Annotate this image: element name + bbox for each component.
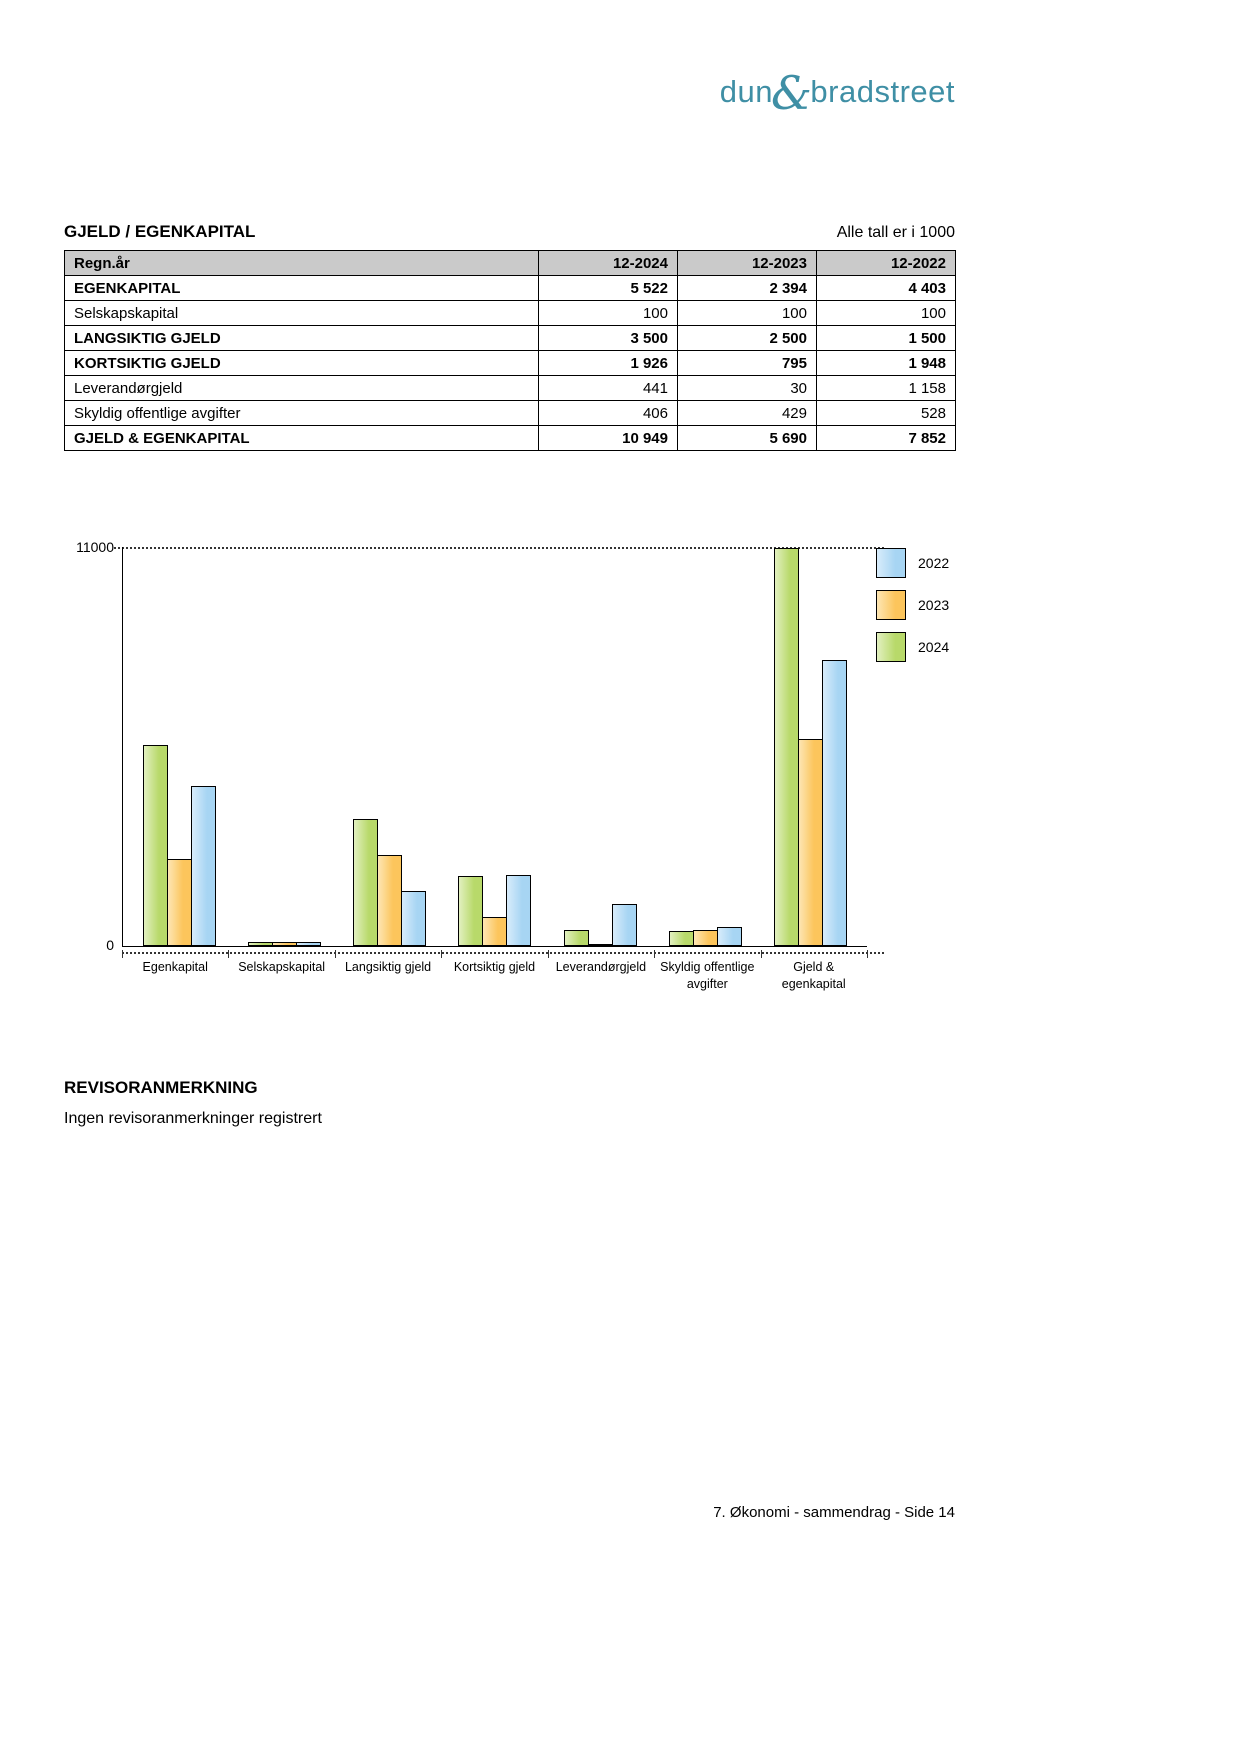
bar-group bbox=[442, 547, 547, 946]
table-row bbox=[65, 376, 956, 401]
table-body bbox=[65, 276, 956, 451]
row-value: 1 948 bbox=[817, 351, 956, 376]
table-row bbox=[65, 276, 956, 301]
column-header: 12-2022 bbox=[817, 251, 956, 276]
table-row bbox=[65, 426, 956, 451]
legend-item bbox=[876, 590, 949, 620]
bar-2022 bbox=[191, 786, 216, 946]
chart-baseline-ticks bbox=[122, 952, 884, 954]
legend-swatch bbox=[876, 590, 906, 620]
logo-dun: dun bbox=[719, 74, 773, 109]
logo-ampersand-icon: & bbox=[770, 66, 813, 120]
bar-2023 bbox=[167, 859, 192, 946]
x-axis-label: Skyldig offentlige avgifter bbox=[660, 960, 755, 991]
bar-2024 bbox=[458, 876, 483, 946]
logo-bradstreet: bradstreet bbox=[810, 74, 955, 109]
axis-tick bbox=[761, 950, 762, 958]
column-header: Regn.år bbox=[65, 251, 539, 276]
row-value: 100 bbox=[817, 301, 956, 326]
x-axis-label: Egenkapital bbox=[142, 960, 208, 974]
legend-label: 2024 bbox=[918, 639, 950, 655]
row-label: KORTSIKTIG GJELD bbox=[65, 351, 539, 376]
bar-2024 bbox=[669, 931, 694, 946]
row-value: 1 500 bbox=[817, 326, 956, 351]
axis-tick bbox=[654, 950, 655, 958]
page-title: GJELD / EGENKAPITAL bbox=[64, 222, 256, 241]
bar-2022 bbox=[401, 891, 426, 946]
row-value: 406 bbox=[539, 401, 678, 426]
row-label: Leverandørgjeld bbox=[65, 376, 539, 401]
table-row bbox=[65, 351, 956, 376]
row-label: LANGSIKTIG GJELD bbox=[65, 326, 539, 351]
row-value: 5 690 bbox=[678, 426, 817, 451]
x-axis-label: Kortsiktig gjeld bbox=[453, 960, 536, 974]
financial-table bbox=[64, 250, 956, 451]
axis-tick bbox=[548, 950, 549, 958]
auditor-note-title: REVISORANMERKNING bbox=[64, 1078, 258, 1097]
chart-groups bbox=[123, 547, 867, 946]
y-axis-tick-max: 11000 bbox=[76, 539, 114, 555]
bar-2024 bbox=[353, 819, 378, 946]
bar-2024 bbox=[248, 942, 273, 946]
y-axis-tick-zero: 0 bbox=[106, 937, 114, 953]
bar-2023 bbox=[482, 917, 507, 946]
bar-2022 bbox=[506, 875, 531, 946]
bar-2022 bbox=[612, 904, 637, 946]
row-value: 5 522 bbox=[539, 276, 678, 301]
row-label: Skyldig offentlige avgifter bbox=[65, 401, 539, 426]
bar-group bbox=[758, 547, 863, 946]
row-value: 2 394 bbox=[678, 276, 817, 301]
bar-group bbox=[127, 547, 232, 946]
row-value: 441 bbox=[539, 376, 678, 401]
legend-item bbox=[876, 632, 949, 662]
row-value: 7 852 bbox=[817, 426, 956, 451]
bar-2023 bbox=[798, 739, 823, 946]
row-value: 10 949 bbox=[539, 426, 678, 451]
logo bbox=[0, 66, 955, 120]
row-value: 1 926 bbox=[539, 351, 678, 376]
row-value: 795 bbox=[678, 351, 817, 376]
chart-plot-area bbox=[122, 547, 867, 947]
legend-swatch bbox=[876, 632, 906, 662]
legend-label: 2023 bbox=[918, 597, 950, 613]
row-label: EGENKAPITAL bbox=[65, 276, 539, 301]
bar-2022 bbox=[296, 942, 321, 946]
table-row bbox=[65, 326, 956, 351]
axis-tick bbox=[441, 950, 442, 958]
row-value: 3 500 bbox=[539, 326, 678, 351]
bar-group bbox=[337, 547, 442, 946]
axis-tick bbox=[228, 950, 229, 958]
table-row bbox=[65, 301, 956, 326]
column-header: 12-2024 bbox=[539, 251, 678, 276]
row-label: Selskapskapital bbox=[65, 301, 539, 326]
bar-group bbox=[548, 547, 653, 946]
column-header: 12-2023 bbox=[678, 251, 817, 276]
x-axis-label: Selskapskapital bbox=[238, 960, 326, 974]
bar-2023 bbox=[693, 930, 718, 946]
axis-tick bbox=[122, 950, 123, 958]
bar-2023 bbox=[588, 944, 613, 946]
x-axis-label: Gjeld & egenkapital bbox=[781, 960, 846, 991]
x-axis-label: Leverandørgjeld bbox=[555, 960, 647, 974]
row-value: 1 158 bbox=[817, 376, 956, 401]
bar-2022 bbox=[717, 927, 742, 946]
auditor-note-text: Ingen revisoranmerkninger registrert bbox=[64, 1110, 322, 1127]
axis-tick bbox=[867, 950, 868, 958]
bar-2024 bbox=[143, 745, 168, 946]
bar-group bbox=[653, 547, 758, 946]
bar-2023 bbox=[272, 942, 297, 946]
legend-item bbox=[876, 548, 949, 578]
bar-group bbox=[232, 547, 337, 946]
chart-x-labels bbox=[122, 959, 867, 993]
bar-2022 bbox=[822, 660, 847, 946]
section-header bbox=[64, 222, 955, 242]
row-value: 100 bbox=[539, 301, 678, 326]
axis-tick bbox=[335, 950, 336, 958]
chart-legend bbox=[876, 548, 949, 674]
row-value: 4 403 bbox=[817, 276, 956, 301]
x-axis-label: Langsiktig gjeld bbox=[344, 960, 432, 974]
bar-2023 bbox=[377, 855, 402, 946]
bar-chart bbox=[64, 538, 1174, 1018]
row-value: 2 500 bbox=[678, 326, 817, 351]
row-value: 100 bbox=[678, 301, 817, 326]
legend-label: 2022 bbox=[918, 555, 950, 571]
units-note: Alle tall er i 1000 bbox=[836, 224, 955, 241]
row-label: GJELD & EGENKAPITAL bbox=[65, 426, 539, 451]
table-row bbox=[65, 401, 956, 426]
legend-swatch bbox=[876, 548, 906, 578]
table-header-row bbox=[65, 251, 956, 276]
row-value: 528 bbox=[817, 401, 956, 426]
row-value: 30 bbox=[678, 376, 817, 401]
bar-2024 bbox=[564, 930, 589, 946]
bar-2024 bbox=[774, 548, 799, 946]
page-footer: 7. Økonomi - sammendrag - Side 14 bbox=[713, 1504, 955, 1521]
row-value: 429 bbox=[678, 401, 817, 426]
